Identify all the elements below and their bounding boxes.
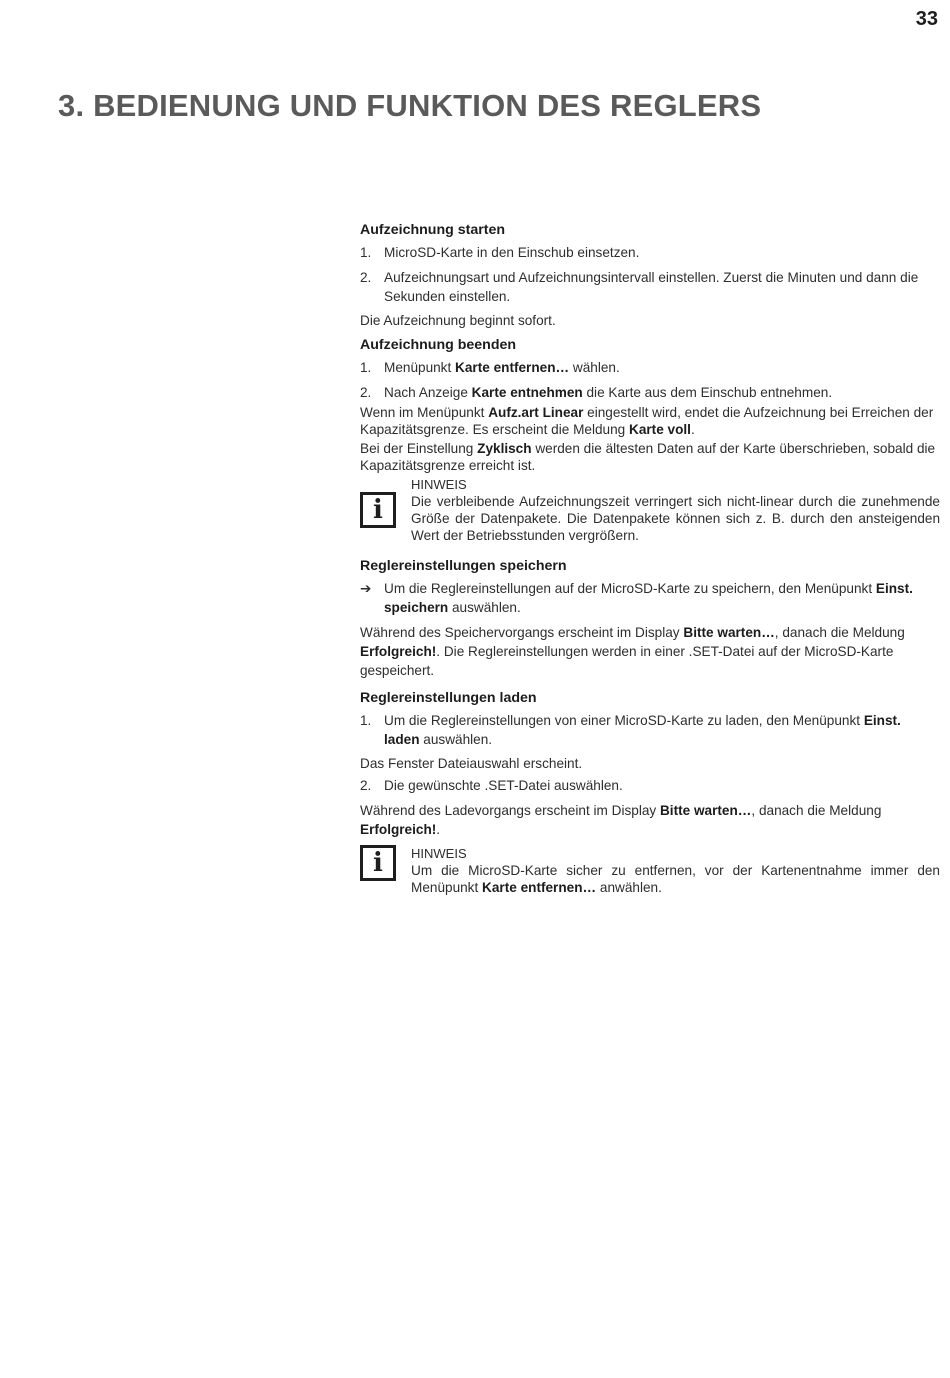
heading-aufzeichnung-starten: Aufzeichnung starten [360,222,506,238]
note-label: HINWEIS [411,477,467,492]
list-item [360,243,940,262]
list-text: Aufzeichnungsart und Aufzeichnungsintervall einstellen. Zuerst die Minuten und dann die Sekunden einstellen. [384,270,919,304]
list-text: Menüpunkt Karte entfernen… wählen. [384,360,620,375]
page-number: 33 [915,8,938,30]
menu-term: Erfolgreich! [360,644,437,659]
menu-term: Zyklisch [477,441,532,456]
paragraph: Während des Speichervorgangs erscheint im Display Bitte warten…, danach die Meldung Erfolgreich!. Die Reglereinstellungen werden in einer .SET-Datei auf der MicroSD-Karte gespeichert. [360,625,905,678]
menu-term: Bitte warten… [659,803,752,818]
list-number: 2. [360,270,372,285]
paragraph: Die Aufzeichnung beginnt sofort. [360,313,556,328]
arrow-right-icon: ➔ [360,581,372,596]
list-text: MicroSD-Karte in den Einschub einsetzen. [384,245,640,260]
note-text: Die verbleibende Aufzeichnungszeit verringert sich nicht-linear durch die zunehmende Größe der Datenpakete. Die Datenpakete können sich z. B. durch den ansteigenden Wert der Betriebsstunden vergrößern. [411,494,940,543]
list-number: 1. [360,713,372,728]
info-icon: i [360,845,396,881]
note-body [411,845,940,896]
note-box [360,845,940,896]
paragraph: Während des Ladevorgangs erscheint im Display Bitte warten…, danach die Meldung Erfolgreich!. [360,803,882,837]
list-number: 1. [360,245,372,260]
list-number: 2. [360,385,372,400]
menu-term: Einst. laden [384,713,901,747]
menu-term: Bitte warten… [683,625,775,640]
list-item [360,383,940,402]
menu-term: Karte entfernen… [482,880,597,895]
list-item [360,579,940,617]
list-number: 1. [360,360,372,375]
heading-reglereinstellungen-laden: Reglereinstellungen laden [360,690,537,706]
list-text: Die gewünschte .SET-Datei auswählen. [384,778,623,793]
paragraph: Bei der Einstellung Zyklisch werden die ältesten Daten auf der Karte überschrieben, sobald die Kapazitätsgrenze erreicht ist. [360,441,936,473]
list-item [360,711,940,749]
content-column [360,222,940,910]
note-box [360,476,940,544]
menu-term: Erfolgreich! [360,822,437,837]
paragraph: Das Fenster Dateiauswahl erscheint. [360,756,583,771]
menu-term: Karte entfernen… [455,360,570,375]
menu-term: Karte entnehmen [471,385,583,400]
menu-term: Aufz.art Linear [488,405,584,420]
list-text: Um die Reglereinstellungen auf der MicroSD-Karte zu speichern, den Menüpunkt Einst. speichern auswählen. [384,581,913,615]
list-text: Um die Reglereinstellungen von einer MicroSD-Karte zu laden, den Menüpunkt Einst. laden auswählen. [384,713,901,747]
chapter-title: 3. BEDIENUNG UND FUNKTION DES REGLERS [58,88,762,123]
note-body [411,476,940,544]
heading-aufzeichnung-beenden: Aufzeichnung beenden [360,337,517,353]
list-item [360,268,940,306]
note-text: Um die MicroSD-Karte sicher zu entfernen, vor der Kartenentnahme immer den Menüpunkt Karte entfernen… anwählen. [411,863,940,895]
list-number: 2. [360,778,372,793]
menu-term: Einst. speichern [384,581,913,615]
menu-term: Karte voll [629,422,691,437]
note-label: HINWEIS [411,846,467,861]
list-text: Nach Anzeige Karte entnehmen die Karte aus dem Einschub entnehmen. [384,385,833,400]
paragraph: Wenn im Menüpunkt Aufz.art Linear eingestellt wird, endet die Aufzeichnung bei Erreichen der Kapazitätsgrenze. Es erscheint die Meldung Karte voll. [360,405,934,437]
list-item [360,358,940,377]
info-icon: i [360,492,396,528]
heading-reglereinstellungen-speichern: Reglereinstellungen speichern [360,558,567,574]
list-item [360,776,940,795]
